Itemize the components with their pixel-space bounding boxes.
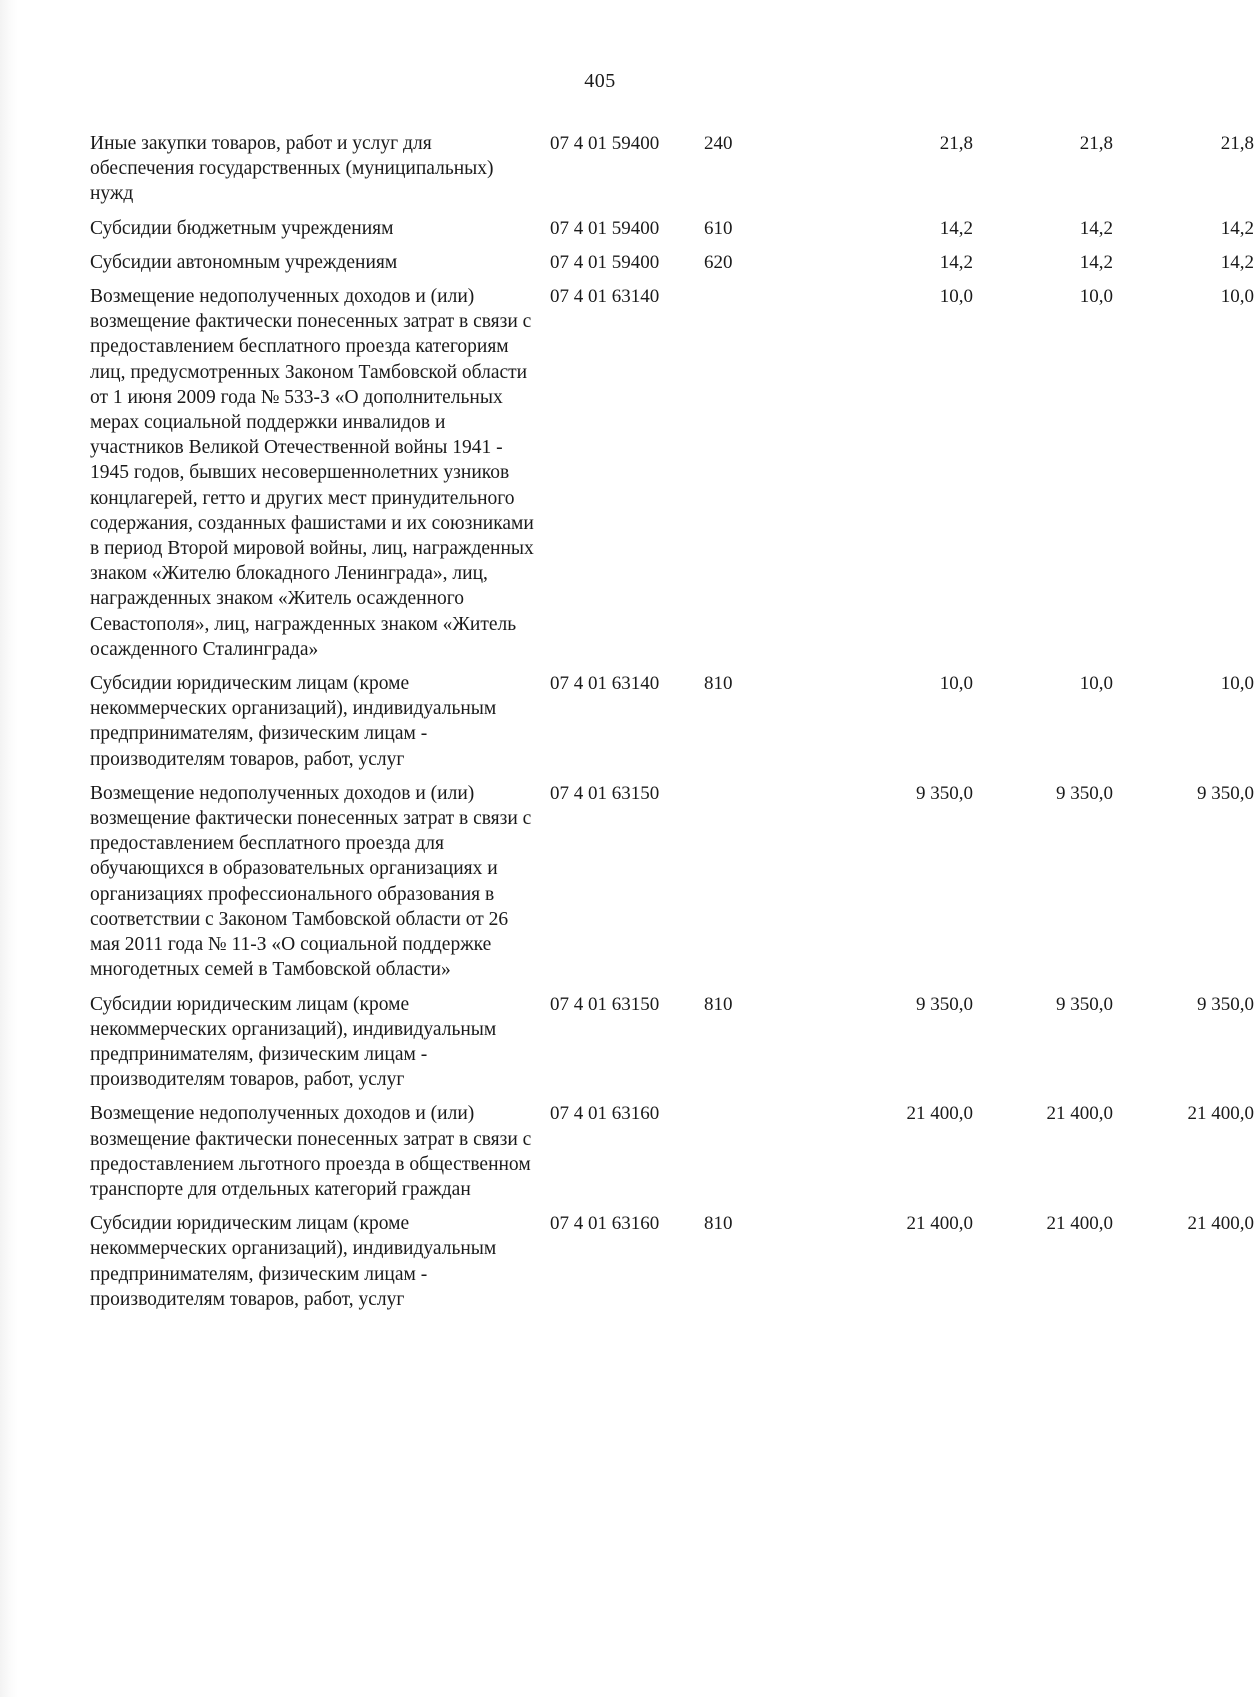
row-code: 07 4 01 59400 [550,133,660,154]
row-amount-2: 10,0 [1079,673,1113,695]
row-amount-3: 21 400,0 [1187,1103,1254,1125]
row-amount-2: 21,8 [1079,133,1113,154]
table-row [90,781,1254,983]
row-expense-type: 240 [704,133,733,154]
table-row [90,1101,1254,1202]
row-amount-2: 10,0 [1079,286,1113,308]
row-amount-3: 21,8 [1220,133,1254,154]
table-row [90,1211,1254,1312]
table-row [90,216,1254,241]
row-amount-2: 21 400,0 [1046,1103,1113,1125]
row-amount-1: 21 400,0 [906,1103,973,1125]
row-expense-type: 810 [704,1213,733,1235]
row-amount-1: 21,8 [939,133,973,154]
row-description: Иные закупки товаров, работ и услуг для обеспечения государственных (муниципальных) нужд [90,133,494,205]
row-amount-3: 21 400,0 [1187,1213,1254,1235]
table-row [90,671,1254,772]
row-amount-1: 14,2 [939,217,973,239]
table-row [90,284,1254,662]
row-amount-1: 9 350,0 [916,993,973,1015]
row-amount-1: 14,2 [939,251,973,273]
row-amount-3: 14,2 [1220,217,1254,239]
table-row [90,131,1254,207]
row-description: Субсидии юридическим лицам (кроме некоммерческих организаций), индивидуальным предпринимателям, физическим лицам - производителям товаров, работ, услуг [90,993,497,1091]
row-description: Субсидии автономным учреждениям [90,251,398,273]
row-code: 07 4 01 63160 [550,1103,660,1125]
row-expense-type: 810 [704,673,733,695]
row-description: Субсидии юридическим лицам (кроме некоммерческих организаций), индивидуальным предпринимателям, физическим лицам - производителям товаров, работ, услуг [90,673,497,770]
scan-edge-shadow [0,0,18,1697]
table-row [90,250,1254,275]
row-code: 07 4 01 63140 [550,286,660,308]
row-expense-type: 620 [704,251,733,273]
row-amount-2: 9 350,0 [1056,782,1113,804]
row-expense-type: 610 [704,217,733,239]
row-code: 07 4 01 59400 [550,251,660,273]
row-amount-3: 10,0 [1220,286,1254,308]
table-row [90,992,1254,1093]
row-amount-1: 10,0 [939,286,973,308]
row-amount-3: 10,0 [1220,673,1254,695]
row-amount-1: 9 350,0 [916,782,973,804]
row-code: 07 4 01 63160 [550,1213,660,1235]
row-code: 07 4 01 63140 [550,673,660,695]
row-description: Возмещение недополученных доходов и (или) возмещение фактически понесенных затрат в связи с предоставлением бесплатного проезда для обучающихся в образовательных организациях и организациях профессионального образования в соответствии с Законом Тамбовской области от 26 мая 2011 года № 11-З «О социальной поддержке многодетных семей в Тамбовской области» [90,782,532,981]
row-amount-2: 14,2 [1079,217,1113,239]
row-amount-3: 9 350,0 [1197,993,1254,1015]
row-amount-3: 9 350,0 [1197,782,1254,804]
page-number: 405 [584,70,616,92]
budget-table [90,131,1254,1321]
row-code: 07 4 01 63150 [550,993,660,1015]
row-description: Субсидии бюджетным учреждениям [90,217,394,239]
row-description: Возмещение недополученных доходов и (или) возмещение фактически понесенных затрат в связи с предоставлением льготного проезда в общественном транспорте для отдельных категорий граждан [90,1103,532,1200]
row-description: Субсидии юридическим лицам (кроме некоммерческих организаций), индивидуальным предпринимателям, физическим лицам - производителям товаров, работ, услуг [90,1213,497,1310]
row-code: 07 4 01 59400 [550,217,660,239]
row-amount-1: 21 400,0 [906,1213,973,1235]
row-amount-2: 9 350,0 [1056,993,1113,1015]
row-amount-2: 14,2 [1079,251,1113,273]
row-expense-type: 810 [704,993,733,1015]
row-amount-1: 10,0 [939,673,973,695]
row-amount-2: 21 400,0 [1046,1213,1113,1235]
row-code: 07 4 01 63150 [550,782,660,804]
row-description: Возмещение недополученных доходов и (или) возмещение фактически понесенных затрат в связи с предоставлением бесплатного проезда категориям лиц, предусмотренных Законом Тамбовской области от 1 июня 2009 года № 533-З «О дополнительных мерах социальной поддержки инвалидов и участников Великой Отечественной войны 1941 - 1945 годов, бывших несовершеннолетних узников концлагерей, гетто и других мест принудительного содержания, созданных фашистами и их союзниками в период Второй мировой войны, лиц, награжденных знаком «Жителю блокадного Ленинграда», лиц, награжденных знаком «Житель осажденного Севастополя», лиц, награжденных знаком «Житель осажденного Сталинграда» [90,286,534,660]
row-amount-3: 14,2 [1220,251,1254,273]
